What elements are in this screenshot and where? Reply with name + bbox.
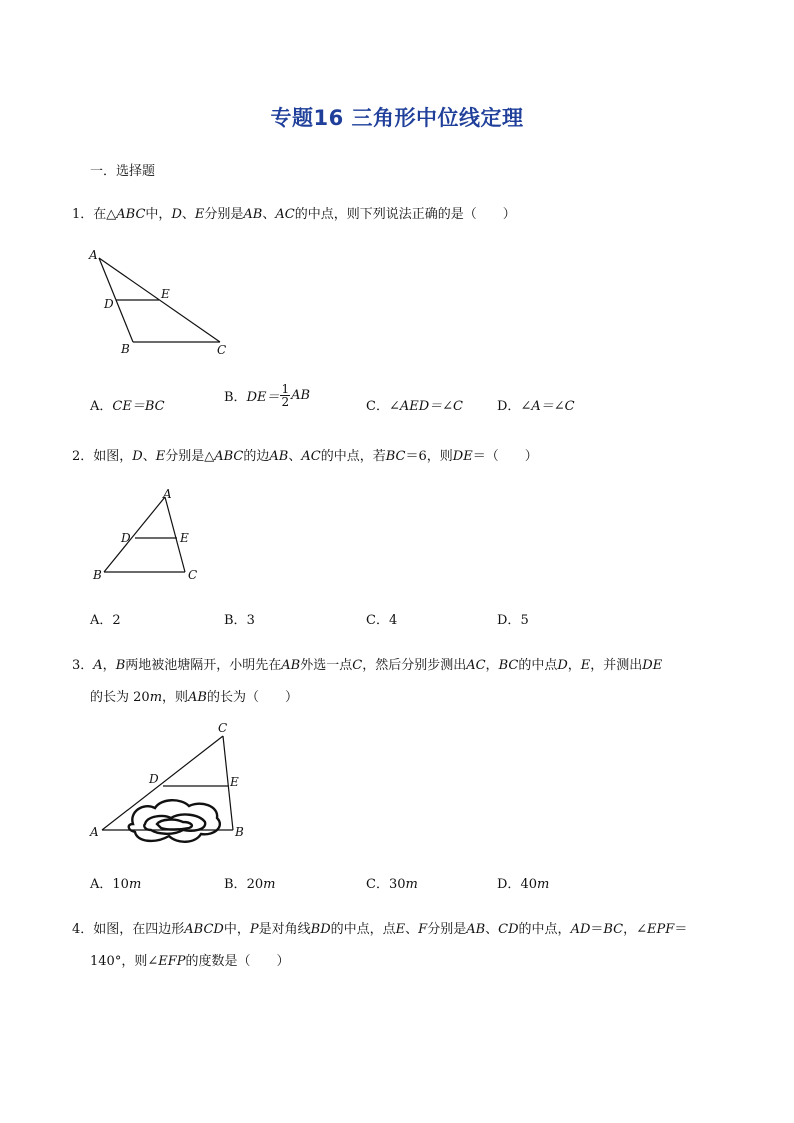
question-1-text: 1．在△ABC中，D、E分别是AB、AC的中点，则下列说法正确的是（ ）: [72, 207, 516, 222]
q1-label-e: E: [161, 287, 170, 301]
q1-label-b: B: [121, 342, 130, 356]
question-2-figure: [88, 485, 208, 585]
section-heading: 一．选择题: [90, 164, 156, 179]
q2-option-b[interactable]: B．3: [224, 613, 255, 628]
q3-label-c: C: [218, 721, 228, 735]
question-3-text-line-2: 的长为 20m，则AB的长为（ ）: [90, 690, 298, 705]
q3-option-b[interactable]: B．20m: [224, 877, 276, 892]
q3-option-c[interactable]: C．30m: [366, 877, 418, 892]
q2-option-d[interactable]: D．5: [497, 613, 529, 628]
page-title: 专题16 三角形中位线定理: [270, 106, 524, 130]
q2-label-c: C: [188, 568, 198, 582]
question-3-figure: [85, 718, 255, 853]
q1-option-a[interactable]: A．CE＝BC: [90, 399, 165, 414]
q1-label-c: C: [217, 343, 227, 357]
q2-label-d: D: [121, 531, 131, 545]
question-3-text-line-1: 3．A，B两地被池塘隔开，小明先在AB外选一点C，然后分别步测出AC，BC的中点D，E，并测出DE: [72, 658, 663, 673]
q3-option-a[interactable]: A．10m: [90, 877, 142, 892]
q3-option-d[interactable]: D．40m: [497, 877, 550, 892]
q3-label-a: A: [90, 825, 99, 839]
question-2-text: 2．如图，D、E分别是△ABC的边AB、AC的中点，若BC＝6，则DE＝（ ）: [72, 449, 538, 464]
question-4-text-line-1: 4．如图，在四边形ABCD中，P是对角线BD的中点，点E、F分别是AB、CD的中点，AD＝BC，∠EPF＝: [72, 922, 688, 937]
q2-label-a: A: [163, 487, 172, 501]
q1-label-a: A: [89, 248, 98, 262]
q3-label-d: D: [149, 772, 159, 786]
fraction-one-half: $\frac{1}{2}$: [281, 382, 290, 409]
q1-option-d[interactable]: D．∠A＝∠C: [497, 399, 575, 414]
q1-option-c[interactable]: C．∠AED＝∠C: [366, 399, 463, 414]
q2-option-c[interactable]: C．4: [366, 613, 398, 628]
q2-label-e: E: [180, 531, 189, 545]
q1-option-b[interactable]: B．DE＝ $\frac{1}{2}$ AB: [224, 382, 311, 409]
q2-side-ab: [104, 497, 165, 572]
q1-label-d: D: [104, 297, 114, 311]
q3-label-e: E: [230, 775, 239, 789]
pond-scribble: [129, 800, 220, 842]
question-4-text-line-2: 140°，则∠EFP的度数是（ ）: [90, 954, 290, 969]
question-1-figure: [85, 245, 245, 360]
q2-label-b: B: [93, 568, 102, 582]
q2-option-a[interactable]: A．2: [90, 613, 121, 628]
q3-label-b: B: [235, 825, 244, 839]
